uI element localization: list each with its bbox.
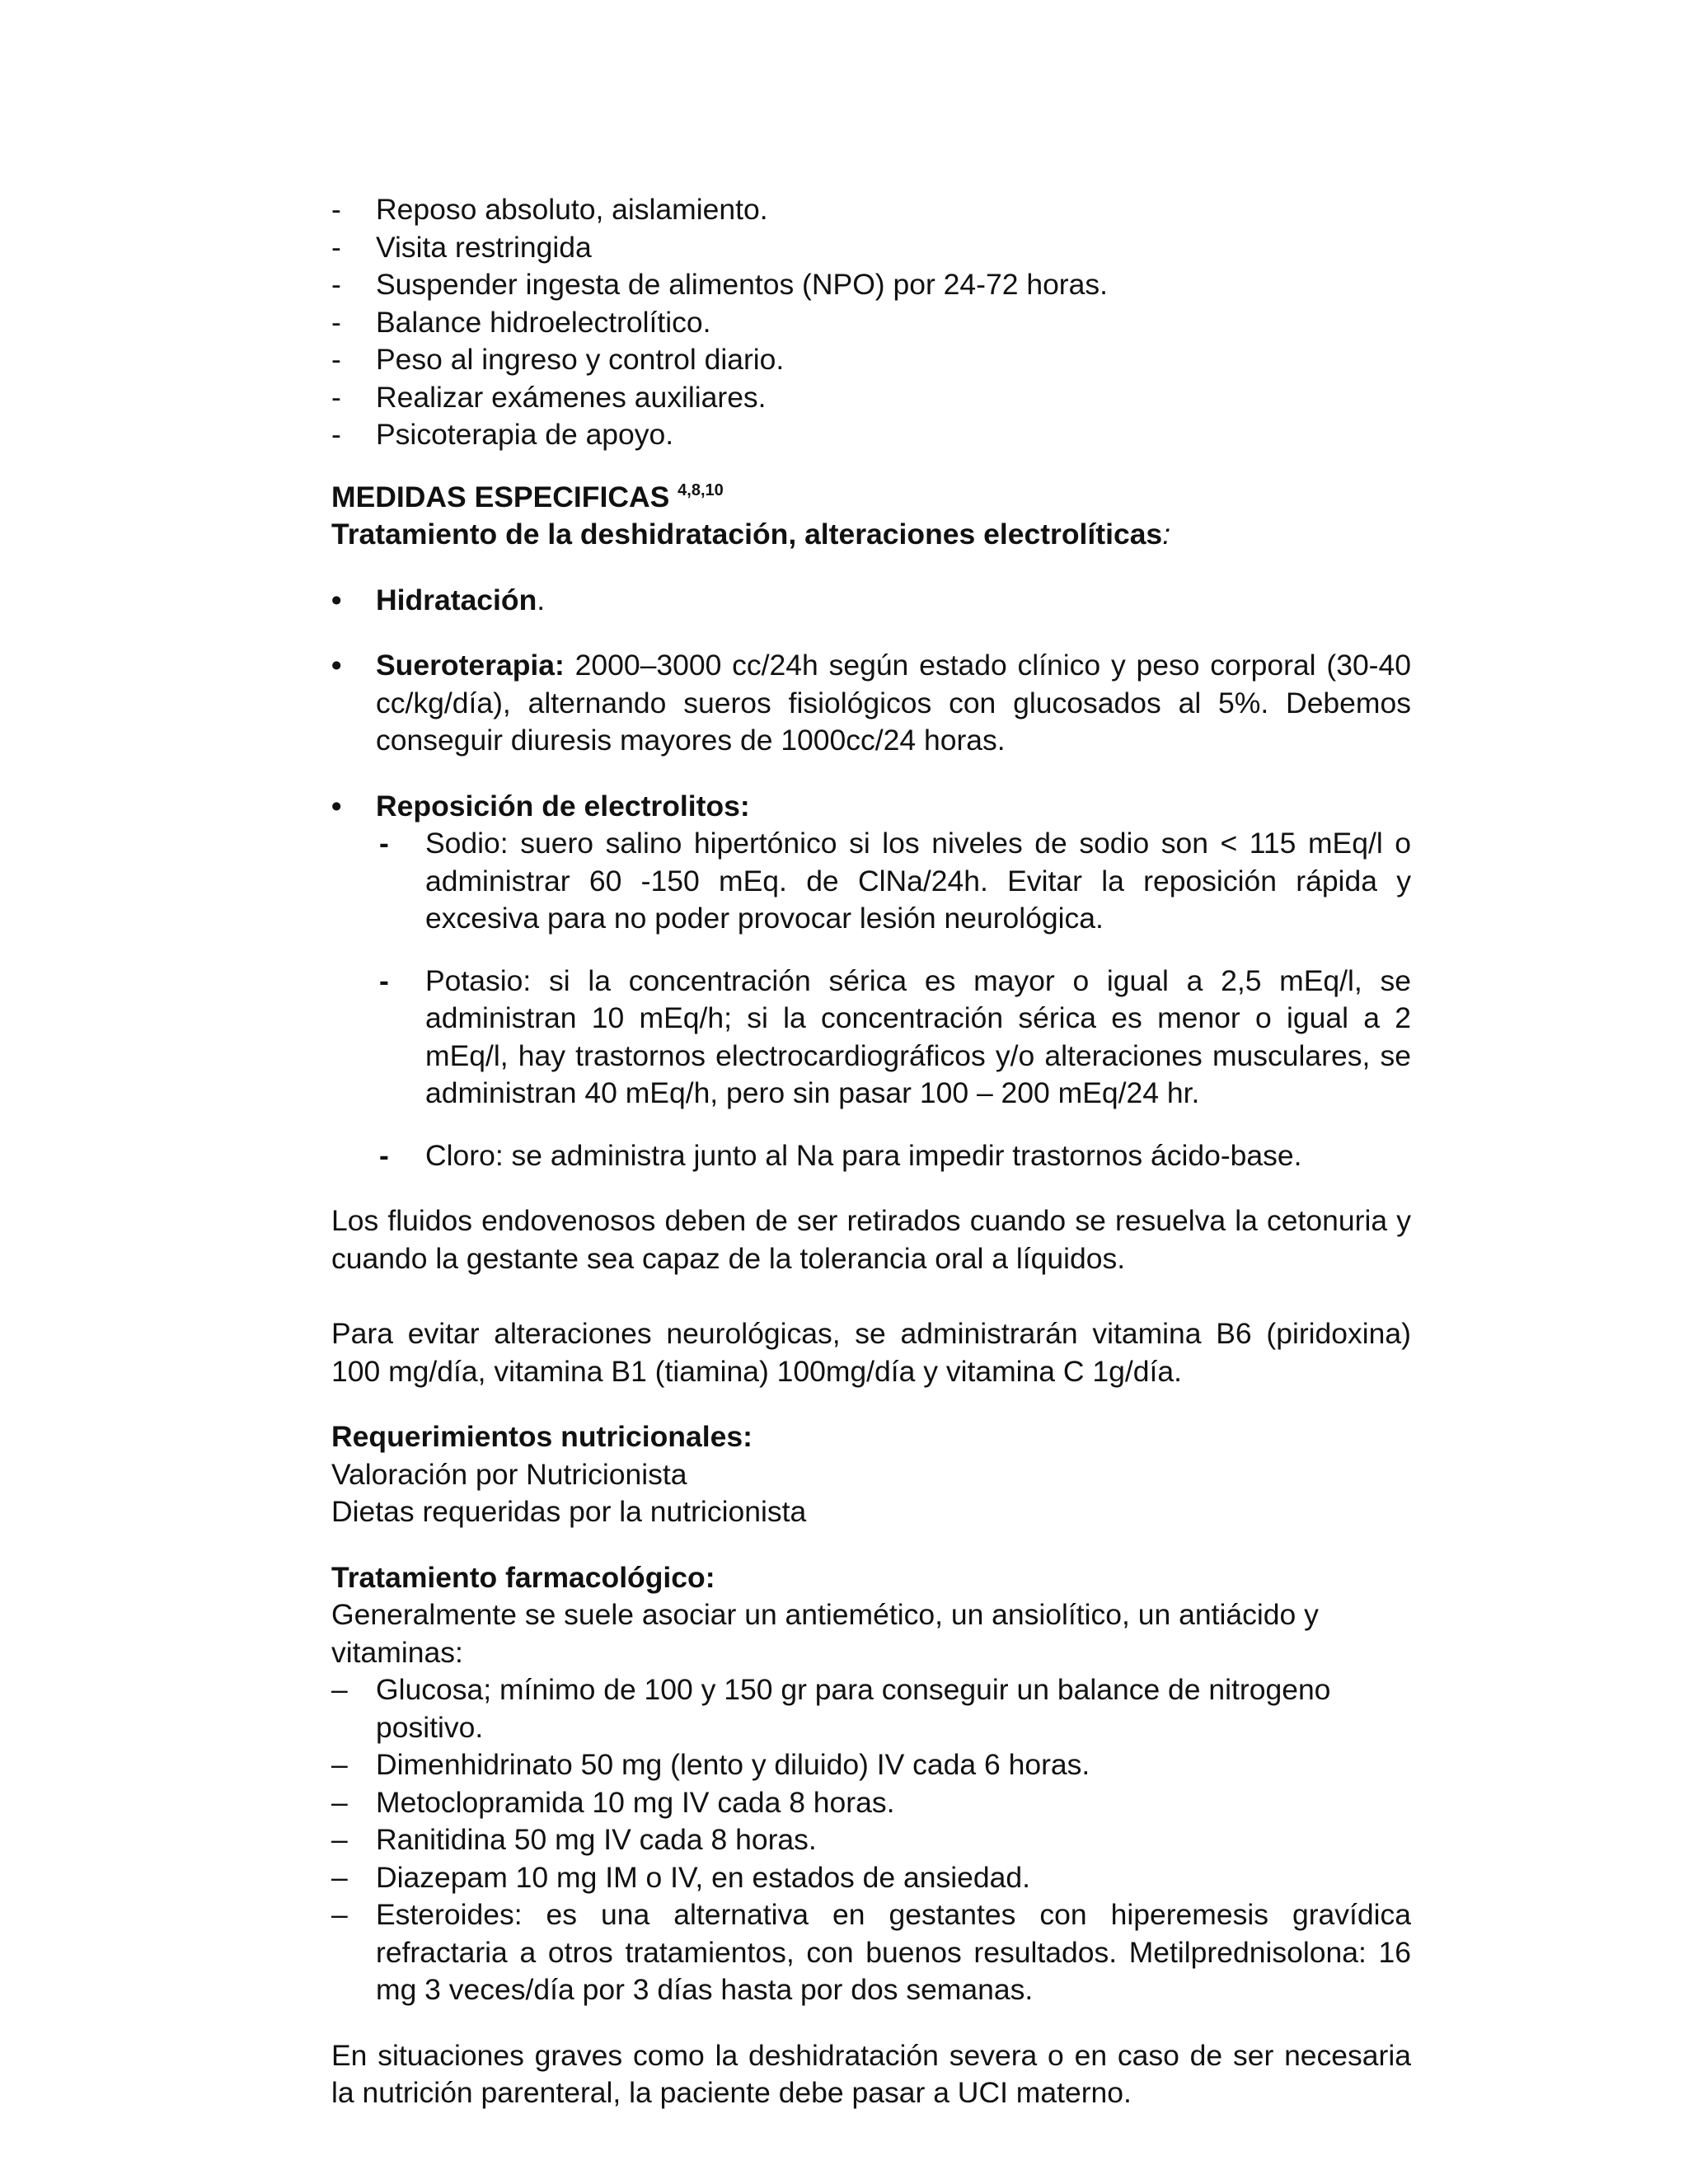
bullet-hidratacion: [331, 582, 1411, 620]
list-item: [331, 229, 1411, 267]
list-item-text: Peso al ingreso y control diario.: [376, 343, 785, 376]
nutrition-line: Valoración por Nutricionista: [331, 1457, 687, 1491]
sueroterapia-label: Sueroterapia:: [376, 649, 565, 682]
subheading-text: Tratamiento de la deshidratación, alteraciones electrolíticas: [331, 518, 1163, 551]
dash-marker: -: [331, 268, 341, 301]
list-item-text: Dimenhidrinato 50 mg (lento y diluido) IV cada 6 horas.: [376, 1748, 1090, 1781]
paragraph-final: En situaciones graves como la deshidratación severa o en caso de ser necesaria la nutrición parenteral, la paciente debe pasar a UCI materno.: [331, 2038, 1411, 2109]
list-item-text: Diazepam 10 mg IM o IV, en estados de ansiedad.: [376, 1860, 1030, 1894]
list-item: [331, 379, 1411, 417]
pharmacology-intro: Generalmente se suele asociar un antiemético, un ansiolítico, un antiácido y vitaminas:: [331, 1598, 1319, 1669]
en-dash-marker: –: [331, 1673, 348, 1706]
list-item-text: Metoclopramida 10 mg IV cada 8 horas.: [376, 1785, 895, 1819]
list-item-text: Potasio: si la concentración sérica es mayor o igual a 2,5 mEq/l, se administran 10 mEq/h; si la concentración sérica es menor o igual a 2 mEq/l, hay trastornos electrocardiográficos y/o alteraciones musculares, se administran 40 mEq/h, pero sin pasar 100 – 200 mEq/24 hr.: [425, 963, 1411, 1109]
list-item-text: Cloro: se administra junto al Na para impedir trastornos ácido-base.: [425, 1138, 1302, 1172]
list-item-text: Suspender ingesta de alimentos (NPO) por 24-72 horas.: [376, 268, 1108, 301]
nutrition-line: Dietas requeridas por la nutricionista: [331, 1495, 807, 1528]
dash-marker: -: [331, 230, 341, 264]
section-heading-medidas: [331, 479, 1411, 517]
bullet-marker: •: [331, 649, 342, 682]
list-item: [331, 191, 1411, 229]
list-item: [331, 266, 1411, 304]
list-item: [331, 341, 1411, 379]
bullet-sueroterapia: [331, 647, 1411, 760]
hidratacion-tail: .: [537, 583, 546, 616]
general-measures-list: [331, 191, 1411, 454]
list-item-text: Visita restringida: [376, 230, 592, 264]
list-item-text: Esteroides: es una alternativa en gestantes con hiperemesis gravídica refractaria a otros tratamientos, con buenos resultados. Metilprednisolona: 16 mg 3 veces/día por 3 días hasta por dos semanas.: [376, 1898, 1411, 2006]
en-dash-marker: –: [331, 1860, 348, 1894]
list-item: [376, 1137, 1411, 1175]
paragraph-fluidos: Los fluidos endovenosos deben de ser retirados cuando se resuelva la cetonuria y cuando la gestante sea capaz de la tolerancia oral a líquidos.: [331, 1204, 1411, 1275]
bullet-marker: •: [331, 583, 342, 616]
reposicion-label: Reposición de electrolitos:: [376, 789, 750, 823]
dash-marker: -: [331, 380, 341, 414]
list-item-text: Glucosa; mínimo de 100 y 150 gr para conseguir un balance de nitrogeno positivo.: [376, 1673, 1331, 1744]
dash-marker: -: [331, 305, 341, 339]
document-page: [331, 191, 1411, 2112]
electrolyte-list: [376, 825, 1411, 1174]
nutrition-heading: Requerimientos nutricionales:: [331, 1420, 753, 1453]
list-item-text: Realizar exámenes auxiliares.: [376, 380, 767, 414]
list-item: [331, 416, 1411, 454]
list-item-text: Reposo absoluto, aislamiento.: [376, 193, 768, 226]
list-item: [331, 1746, 1411, 1784]
list-item: [331, 1784, 1411, 1822]
dash-marker: -: [331, 193, 341, 226]
list-item: [331, 1859, 1411, 1897]
dash-marker: -: [379, 827, 389, 860]
list-item: [331, 1896, 1411, 2009]
list-item: [331, 304, 1411, 342]
list-item-text: Ranitidina 50 mg IV cada 8 horas.: [376, 1823, 817, 1856]
bullet-reposicion: [331, 788, 1411, 1175]
pharmacology-heading: Tratamiento farmacológico:: [331, 1560, 715, 1594]
sueroterapia-text: 2000–3000 cc/24h según estado clínico y peso corporal (30-40 cc/kg/día), alternando sueros fisiológicos con glucosados al 5%. Debemos conseguir diuresis mayores de 1000cc/24 horas.: [376, 649, 1411, 757]
dash-marker: -: [331, 418, 341, 451]
en-dash-marker: –: [331, 1785, 348, 1819]
dash-marker: -: [379, 963, 389, 997]
en-dash-marker: –: [331, 1823, 348, 1856]
list-item: [331, 1821, 1411, 1859]
bullet-marker: •: [331, 789, 342, 823]
reference-superscript: 4,8,10: [678, 480, 724, 499]
en-dash-marker: –: [331, 1748, 348, 1781]
list-item: [376, 963, 1411, 1113]
paragraph-vitaminas: Para evitar alteraciones neurológicas, se administrarán vitamina B6 (piridoxina) 100 mg/día, vitamina B1 (tiamina) 100mg/día y vitamina C 1g/día.: [331, 1317, 1411, 1388]
list-item-text: Balance hidroelectrolítico.: [376, 305, 711, 339]
subheading-colon: :: [1162, 518, 1171, 551]
heading-text: MEDIDAS ESPECIFICAS: [331, 480, 670, 513]
list-item: [376, 825, 1411, 938]
hidratacion-label: Hidratación: [376, 583, 537, 616]
section-subheading: [331, 516, 1411, 554]
en-dash-marker: –: [331, 1898, 348, 1931]
list-item: [331, 1671, 1411, 1746]
list-item-text: Psicoterapia de apoyo.: [376, 418, 674, 451]
dash-marker: -: [331, 343, 341, 376]
dash-marker: -: [379, 1138, 389, 1172]
pharmacology-list: [331, 1671, 1411, 2009]
list-item-text: Sodio: suero salino hipertónico si los niveles de sodio son < 115 mEq/l o administrar 60 -150 mEq. de ClNa/24h. Evitar la reposición rápida y excesiva para no poder provocar lesión neurológica.: [425, 827, 1411, 935]
